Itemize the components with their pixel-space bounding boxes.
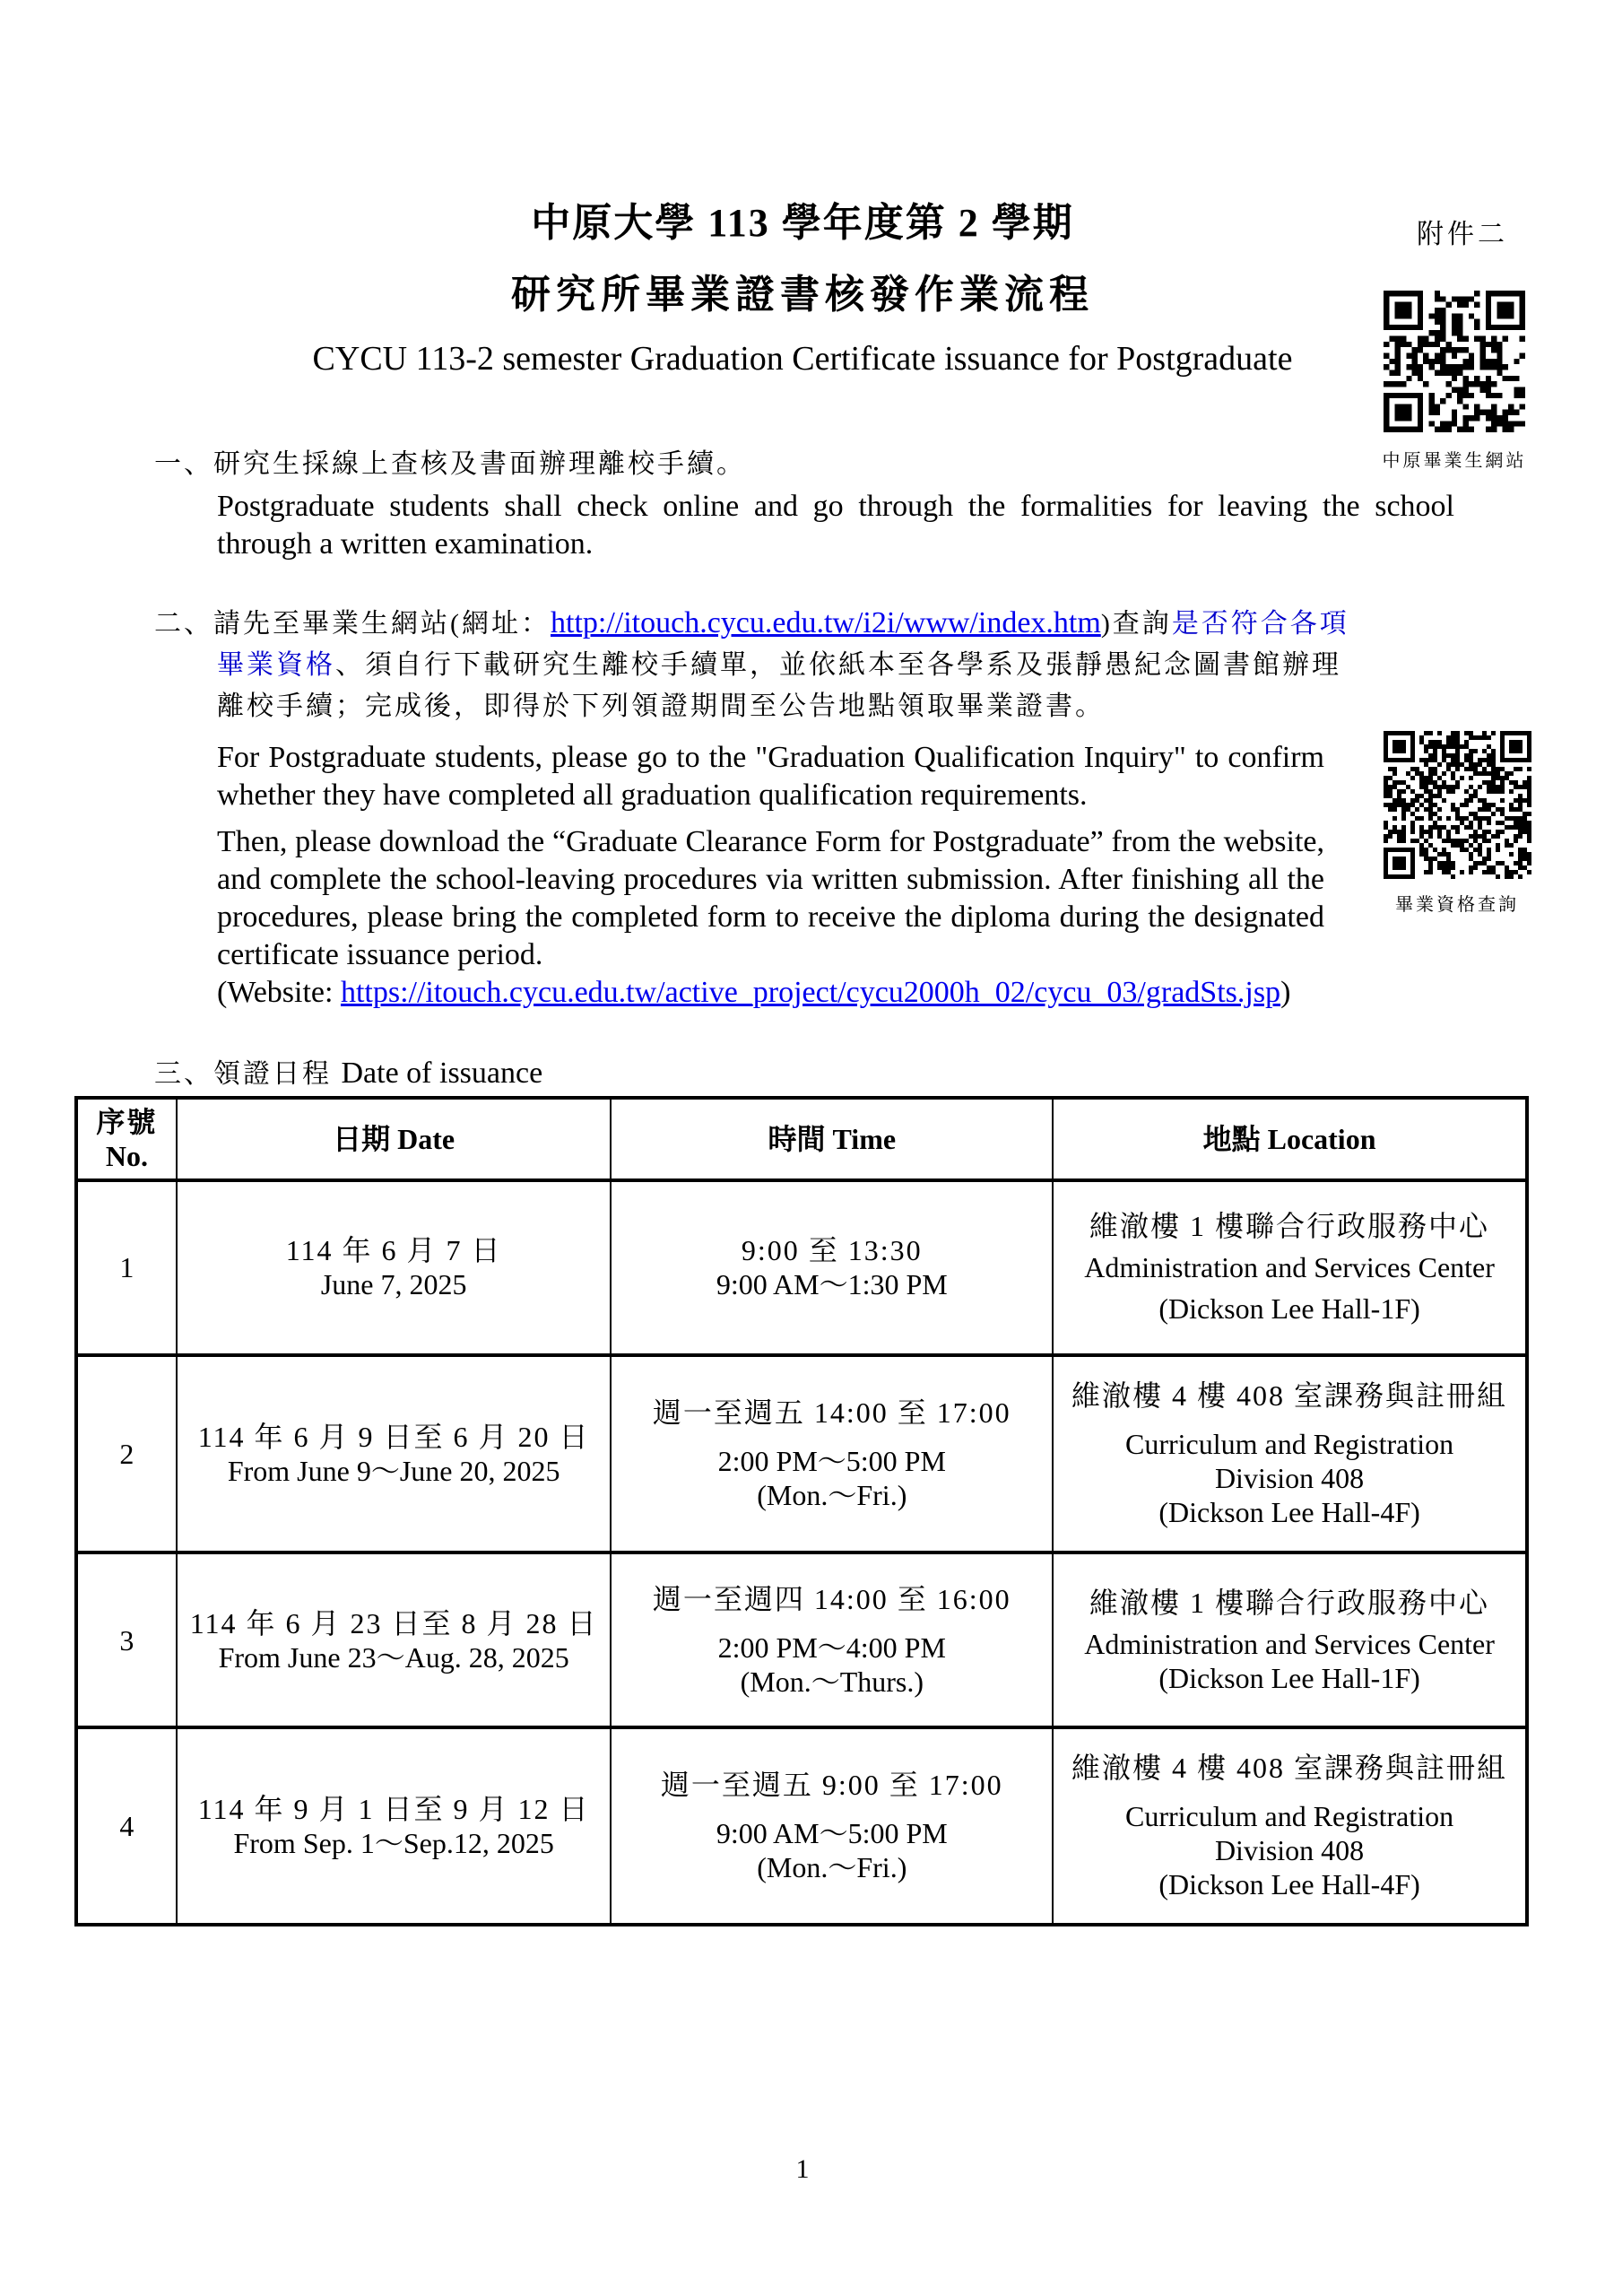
- location-zh: 維澈樓 4 樓 408 室課務與註冊組: [1071, 1752, 1508, 1785]
- location-zh: 維澈樓 4 樓 408 室課務與註冊組: [1071, 1378, 1508, 1412]
- date-zh: 114 年 6 月 7 日: [285, 1234, 502, 1267]
- location-division: Division 408: [1214, 1461, 1365, 1494]
- time-days: (Mon.～Thurs.): [740, 1665, 924, 1698]
- section2-mid: )查詢: [1100, 609, 1172, 639]
- section2-heading: [154, 603, 1454, 727]
- website-suffix: ): [1280, 976, 1291, 1009]
- row-date: [177, 1552, 612, 1727]
- header-time: 時間 Time: [611, 1098, 1053, 1180]
- location-en: Administration and Services Center: [1084, 1251, 1495, 1284]
- section3-heading-en: Date of issuance: [341, 1057, 543, 1090]
- location-division: Division 408: [1214, 1834, 1365, 1867]
- table-row: [76, 1552, 1527, 1727]
- time-en: 2:00 PM～4:00 PM: [717, 1631, 946, 1664]
- location-zh: 維澈樓 1 樓聯合行政服務中心: [1089, 1586, 1490, 1619]
- section2-prefix: 二、請先至畢業生網站(網址：: [154, 609, 551, 639]
- section3-heading-zh: 三、領證日程: [154, 1059, 332, 1089]
- date-en: June 7, 2025: [320, 1268, 467, 1301]
- row-location: [1053, 1727, 1527, 1925]
- header-no-zh: 序號: [96, 1106, 158, 1139]
- website-line: [217, 976, 1290, 1010]
- time-zh: 週一至週四 14:00 至 16:00: [652, 1582, 1011, 1615]
- qr-code-qualification-inquiry: [1384, 731, 1531, 879]
- row-time: [611, 1355, 1053, 1552]
- table-row: [76, 1180, 1527, 1354]
- section2-line2: 、須自行下載研究生離校手續單，並依紙本至各學系及張靜愚紀念圖書館辦理: [335, 650, 1341, 680]
- qr-code-icon: [1384, 731, 1531, 879]
- row-location: [1053, 1355, 1527, 1552]
- section1-heading: 一、研究生採線上查核及書面辦理離校手續。: [154, 449, 746, 479]
- row-no: 4: [76, 1727, 177, 1925]
- date-zh: 114 年 6 月 23 日至 8 月 28 日: [189, 1606, 598, 1639]
- qualification-highlight-cont: 畢業資格: [217, 650, 335, 680]
- qualification-highlight: 是否符合各項: [1171, 609, 1349, 639]
- header-no-en: No.: [105, 1140, 148, 1173]
- row-date: [177, 1727, 612, 1925]
- section2-english-para1: For Postgraduate students, please go to the "Graduation Qualification Inquiry" to confirm whether they have completed all graduation qualification requirements.: [217, 741, 1324, 812]
- location-zh: 維澈樓 1 樓聯合行政服務中心: [1089, 1210, 1490, 1243]
- date-zh: 114 年 9 月 1 日至 9 月 12 日: [197, 1793, 590, 1826]
- section1-english: Postgraduate students shall check online and go through the formalities for leaving the school through a written examination.: [217, 490, 1454, 561]
- location-building: (Dickson Lee Hall-1F): [1158, 1292, 1420, 1326]
- section2-line3: 離校手續；完成後，即得於下列領證期間至公告地點領取畢業證書。: [217, 691, 1105, 721]
- qr-label-graduate-site: 中原畢業生網站: [1382, 451, 1527, 471]
- time-zh: 週一至週五 9:00 至 17:00: [660, 1769, 1003, 1802]
- date-en: From June 23～Aug. 28, 2025: [218, 1640, 569, 1674]
- header-date: 日期 Date: [177, 1098, 612, 1180]
- table-row: [76, 1727, 1527, 1925]
- time-days: (Mon.～Fri.): [757, 1478, 907, 1511]
- row-no: 3: [76, 1552, 177, 1727]
- attachment-label: 附件二: [1417, 220, 1508, 249]
- date-en: From Sep. 1～Sep.12, 2025: [233, 1827, 554, 1860]
- location-building: (Dickson Lee Hall-4F): [1158, 1868, 1420, 1901]
- location-en: Curriculum and Registration: [1124, 1427, 1454, 1460]
- graduate-site-link[interactable]: http://itouch.cycu.edu.tw/i2i/www/index.htm: [551, 606, 1101, 639]
- page-subtitle: CYCU 113-2 semester Graduation Certificate issuance for Postgraduate: [312, 340, 1293, 378]
- row-no: 1: [76, 1180, 177, 1354]
- row-no: 2: [76, 1355, 177, 1552]
- section3-heading: [154, 1051, 542, 1091]
- header-location: 地點 Location: [1053, 1098, 1527, 1180]
- time-zh: 9:00 至 13:30: [741, 1234, 923, 1267]
- location-en: Administration and Services Center: [1084, 1627, 1495, 1660]
- row-date: [177, 1355, 612, 1552]
- qr-label-qualification-inquiry: 畢業資格查詢: [1395, 895, 1519, 915]
- header-no: [76, 1098, 177, 1180]
- time-en: 9:00 AM～5:00 PM: [716, 1817, 948, 1850]
- table-header-row: [76, 1098, 1527, 1180]
- page-title-line2: 研究所畢業證書核發作業流程: [511, 273, 1094, 317]
- date-en: From June 9～June 20, 2025: [227, 1454, 560, 1487]
- row-date: [177, 1180, 612, 1354]
- row-time: [611, 1727, 1053, 1925]
- qr-code-icon: [1384, 290, 1525, 433]
- time-days: (Mon.～Fri.): [757, 1851, 907, 1884]
- website-prefix: (Website:: [217, 976, 341, 1009]
- time-en: 9:00 AM～1:30 PM: [716, 1268, 948, 1301]
- grad-status-link[interactable]: https://itouch.cycu.edu.tw/active_project/cycu2000h_02/cycu_03/gradSts.jsp: [340, 976, 1281, 1009]
- row-time: [611, 1552, 1053, 1727]
- issuance-schedule-table: [74, 1096, 1529, 1926]
- section2-english-para2: Then, please download the “Graduate Clearance Form for Postgraduate” from the website, and complete the school-leaving procedures via written submission. After finishing all the procedures, please bring the completed form to receive the diploma during the designated certificate issuance period.: [217, 825, 1324, 971]
- row-location: [1053, 1180, 1527, 1354]
- location-building: (Dickson Lee Hall-4F): [1158, 1495, 1420, 1528]
- page-number: 1: [795, 2154, 810, 2184]
- table-row: [76, 1355, 1527, 1552]
- time-zh: 週一至週五 14:00 至 17:00: [652, 1396, 1011, 1429]
- qr-code-graduate-site: [1384, 290, 1525, 433]
- location-en: Curriculum and Registration: [1124, 1800, 1454, 1833]
- row-location: [1053, 1552, 1527, 1727]
- page-title: 中原大學 113 學年度第 2 學期: [531, 201, 1074, 245]
- location-building: (Dickson Lee Hall-1F): [1158, 1661, 1420, 1694]
- time-en: 2:00 PM～5:00 PM: [717, 1444, 946, 1477]
- row-time: [611, 1180, 1053, 1354]
- date-zh: 114 年 6 月 9 日至 6 月 20 日: [197, 1420, 590, 1453]
